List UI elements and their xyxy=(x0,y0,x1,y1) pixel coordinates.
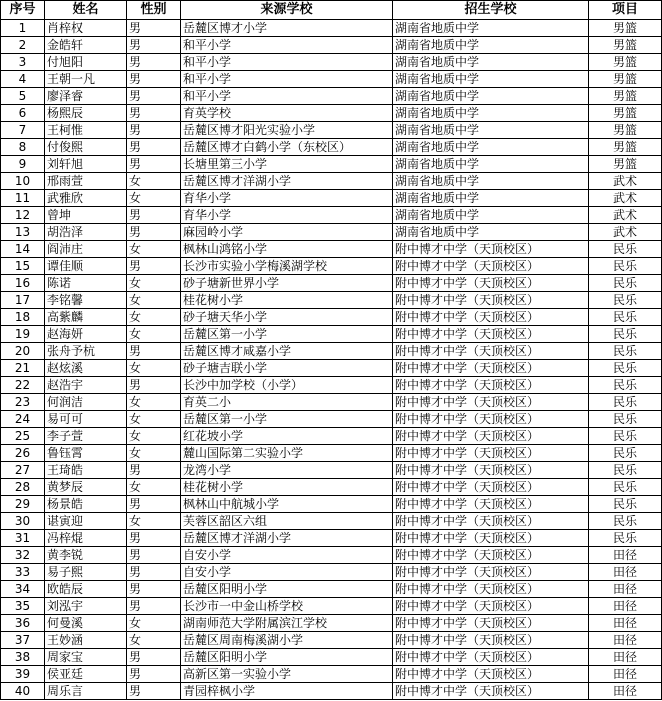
row-number-cell: 36 xyxy=(1,615,45,632)
table-row xyxy=(1,513,662,530)
target-school-cell: 附中博才中学（天顶校区） xyxy=(393,683,589,700)
gender-cell: 女 xyxy=(127,173,181,190)
program-item-cell: 民乐 xyxy=(589,326,662,343)
gender-cell: 男 xyxy=(127,683,181,700)
row-number-cell: 10 xyxy=(1,173,45,190)
target-school-cell: 附中博才中学（天顶校区） xyxy=(393,479,589,496)
source-school-cell: 枫林山中航城小学 xyxy=(181,496,393,513)
program-item-cell: 民乐 xyxy=(589,292,662,309)
program-item-cell: 男篮 xyxy=(589,37,662,54)
row-number-cell: 31 xyxy=(1,530,45,547)
table-row xyxy=(1,632,662,649)
target-school-cell: 附中博才中学（天顶校区） xyxy=(393,666,589,683)
table-row xyxy=(1,326,662,343)
student-name-cell: 杨熙辰 xyxy=(45,105,127,122)
target-school-cell: 附中博才中学（天顶校区） xyxy=(393,360,589,377)
student-name-cell: 周家宝 xyxy=(45,649,127,666)
target-school-cell: 附中博才中学（天顶校区） xyxy=(393,632,589,649)
row-number-cell: 24 xyxy=(1,411,45,428)
student-name-cell: 谭佳顺 xyxy=(45,258,127,275)
table-row xyxy=(1,343,662,360)
gender-cell: 男 xyxy=(127,20,181,37)
row-number-cell: 7 xyxy=(1,122,45,139)
source-school-cell: 长沙市实验小学梅溪湖学校 xyxy=(181,258,393,275)
row-number-cell: 37 xyxy=(1,632,45,649)
row-number-cell: 4 xyxy=(1,71,45,88)
gender-cell: 女 xyxy=(127,394,181,411)
row-number-cell: 34 xyxy=(1,581,45,598)
target-school-cell: 附中博才中学（天顶校区） xyxy=(393,377,589,394)
row-number-cell: 21 xyxy=(1,360,45,377)
student-name-cell: 肖梓权 xyxy=(45,20,127,37)
target-school-cell: 湖南省地质中学 xyxy=(393,71,589,88)
row-number-cell: 23 xyxy=(1,394,45,411)
target-school-cell: 湖南省地质中学 xyxy=(393,207,589,224)
gender-cell: 男 xyxy=(127,547,181,564)
source-school-cell: 自安小学 xyxy=(181,547,393,564)
table-row xyxy=(1,275,662,292)
student-name-cell: 胡浩泽 xyxy=(45,224,127,241)
target-school-cell: 附中博才中学（天顶校区） xyxy=(393,343,589,360)
target-school-cell: 湖南省地质中学 xyxy=(393,173,589,190)
source-school-cell: 育华小学 xyxy=(181,207,393,224)
target-school-cell: 附中博才中学（天顶校区） xyxy=(393,309,589,326)
gender-cell: 男 xyxy=(127,207,181,224)
student-name-cell: 王柯惟 xyxy=(45,122,127,139)
program-item-cell: 民乐 xyxy=(589,445,662,462)
source-school-cell: 岳麓区博才洋湖小学 xyxy=(181,173,393,190)
row-number-cell: 20 xyxy=(1,343,45,360)
program-item-cell: 男篮 xyxy=(589,139,662,156)
gender-cell: 男 xyxy=(127,496,181,513)
gender-cell: 男 xyxy=(127,105,181,122)
row-number-cell: 9 xyxy=(1,156,45,173)
program-item-cell: 田径 xyxy=(589,683,662,700)
gender-cell: 男 xyxy=(127,377,181,394)
target-school-cell: 湖南省地质中学 xyxy=(393,20,589,37)
source-school-cell: 长沙中加学校（小学） xyxy=(181,377,393,394)
table-row xyxy=(1,666,662,683)
source-school-cell: 和平小学 xyxy=(181,88,393,105)
table-row xyxy=(1,530,662,547)
row-number-cell: 18 xyxy=(1,309,45,326)
table-row xyxy=(1,377,662,394)
row-number-cell: 13 xyxy=(1,224,45,241)
gender-cell: 男 xyxy=(127,530,181,547)
table-row xyxy=(1,258,662,275)
row-number-cell: 17 xyxy=(1,292,45,309)
program-item-cell: 武术 xyxy=(589,190,662,207)
table-row xyxy=(1,428,662,445)
target-school-cell: 湖南省地质中学 xyxy=(393,37,589,54)
source-school-cell: 岳麓区阳明小学 xyxy=(181,649,393,666)
student-name-cell: 刘轩旭 xyxy=(45,156,127,173)
gender-cell: 女 xyxy=(127,428,181,445)
table-row xyxy=(1,581,662,598)
row-number-cell: 30 xyxy=(1,513,45,530)
program-item-cell: 民乐 xyxy=(589,428,662,445)
table-row xyxy=(1,173,662,190)
program-item-cell: 民乐 xyxy=(589,309,662,326)
target-school-cell: 湖南省地质中学 xyxy=(393,88,589,105)
row-number-cell: 1 xyxy=(1,20,45,37)
table-row xyxy=(1,615,662,632)
student-name-cell: 何润洁 xyxy=(45,394,127,411)
row-number-cell: 6 xyxy=(1,105,45,122)
program-item-cell: 田径 xyxy=(589,632,662,649)
gender-cell: 女 xyxy=(127,309,181,326)
source-school-cell: 高新区第一实验小学 xyxy=(181,666,393,683)
source-school-cell: 青园梓枫小学 xyxy=(181,683,393,700)
table-row xyxy=(1,360,662,377)
row-number-cell: 28 xyxy=(1,479,45,496)
gender-cell: 女 xyxy=(127,326,181,343)
table-row xyxy=(1,394,662,411)
student-name-cell: 李子萱 xyxy=(45,428,127,445)
source-school-cell: 岳麓区阳明小学 xyxy=(181,581,393,598)
row-number-cell: 22 xyxy=(1,377,45,394)
source-school-cell: 育华小学 xyxy=(181,190,393,207)
target-school-cell: 附中博才中学（天顶校区） xyxy=(393,258,589,275)
student-name-cell: 赵浩宇 xyxy=(45,377,127,394)
table-row xyxy=(1,598,662,615)
program-item-cell: 民乐 xyxy=(589,530,662,547)
header-item: 项目 xyxy=(589,1,662,20)
target-school-cell: 附中博才中学（天顶校区） xyxy=(393,649,589,666)
source-school-cell: 育英学校 xyxy=(181,105,393,122)
gender-cell: 男 xyxy=(127,37,181,54)
source-school-cell: 麓山国际第二实验小学 xyxy=(181,445,393,462)
target-school-cell: 附中博才中学（天顶校区） xyxy=(393,530,589,547)
target-school-cell: 附中博才中学（天顶校区） xyxy=(393,275,589,292)
table-row xyxy=(1,445,662,462)
row-number-cell: 16 xyxy=(1,275,45,292)
gender-cell: 男 xyxy=(127,71,181,88)
student-name-cell: 阎沛庄 xyxy=(45,241,127,258)
program-item-cell: 民乐 xyxy=(589,343,662,360)
student-name-cell: 付俊熙 xyxy=(45,139,127,156)
source-school-cell: 枫林山鸿铭小学 xyxy=(181,241,393,258)
header-gender: 性别 xyxy=(127,1,181,20)
target-school-cell: 湖南省地质中学 xyxy=(393,54,589,71)
row-number-cell: 27 xyxy=(1,462,45,479)
student-name-cell: 侯亚廷 xyxy=(45,666,127,683)
target-school-cell: 附中博才中学（天顶校区） xyxy=(393,615,589,632)
program-item-cell: 武术 xyxy=(589,224,662,241)
target-school-cell: 附中博才中学（天顶校区） xyxy=(393,581,589,598)
program-item-cell: 民乐 xyxy=(589,496,662,513)
gender-cell: 男 xyxy=(127,224,181,241)
table-row xyxy=(1,105,662,122)
gender-cell: 男 xyxy=(127,666,181,683)
student-name-cell: 付旭阳 xyxy=(45,54,127,71)
target-school-cell: 附中博才中学（天顶校区） xyxy=(393,462,589,479)
source-school-cell: 育英二小 xyxy=(181,394,393,411)
student-name-cell: 周乐言 xyxy=(45,683,127,700)
student-name-cell: 赵炫溪 xyxy=(45,360,127,377)
program-item-cell: 民乐 xyxy=(589,360,662,377)
program-item-cell: 民乐 xyxy=(589,377,662,394)
target-school-cell: 附中博才中学（天顶校区） xyxy=(393,598,589,615)
table-row xyxy=(1,292,662,309)
gender-cell: 男 xyxy=(127,54,181,71)
source-school-cell: 红花坡小学 xyxy=(181,428,393,445)
gender-cell: 男 xyxy=(127,598,181,615)
gender-cell: 女 xyxy=(127,411,181,428)
table-row xyxy=(1,224,662,241)
table-row xyxy=(1,649,662,666)
program-item-cell: 男篮 xyxy=(589,54,662,71)
table-row xyxy=(1,547,662,564)
program-item-cell: 田径 xyxy=(589,615,662,632)
target-school-cell: 湖南省地质中学 xyxy=(393,139,589,156)
program-item-cell: 男篮 xyxy=(589,122,662,139)
source-school-cell: 砂子塘天华小学 xyxy=(181,309,393,326)
target-school-cell: 附中博才中学（天顶校区） xyxy=(393,496,589,513)
gender-cell: 男 xyxy=(127,139,181,156)
row-number-cell: 11 xyxy=(1,190,45,207)
gender-cell: 女 xyxy=(127,292,181,309)
target-school-cell: 附中博才中学（天顶校区） xyxy=(393,564,589,581)
program-item-cell: 田径 xyxy=(589,581,662,598)
table-row xyxy=(1,190,662,207)
source-school-cell: 芙蓉区韶区六组 xyxy=(181,513,393,530)
table-row xyxy=(1,309,662,326)
target-school-cell: 附中博才中学（天顶校区） xyxy=(393,445,589,462)
table-row xyxy=(1,564,662,581)
student-name-cell: 赵海妍 xyxy=(45,326,127,343)
gender-cell: 男 xyxy=(127,581,181,598)
row-number-cell: 32 xyxy=(1,547,45,564)
row-number-cell: 35 xyxy=(1,598,45,615)
gender-cell: 女 xyxy=(127,513,181,530)
program-item-cell: 民乐 xyxy=(589,258,662,275)
source-school-cell: 岳麓区博才洋湖小学 xyxy=(181,530,393,547)
gender-cell: 男 xyxy=(127,156,181,173)
row-number-cell: 33 xyxy=(1,564,45,581)
table-row xyxy=(1,479,662,496)
gender-cell: 女 xyxy=(127,241,181,258)
student-name-cell: 李铭馨 xyxy=(45,292,127,309)
target-school-cell: 湖南省地质中学 xyxy=(393,122,589,139)
source-school-cell: 岳麓区博才咸嘉小学 xyxy=(181,343,393,360)
program-item-cell: 田径 xyxy=(589,598,662,615)
gender-cell: 女 xyxy=(127,190,181,207)
source-school-cell: 和平小学 xyxy=(181,54,393,71)
table-row xyxy=(1,71,662,88)
program-item-cell: 田径 xyxy=(589,547,662,564)
source-school-cell: 砂子塘新世界小学 xyxy=(181,275,393,292)
row-number-cell: 8 xyxy=(1,139,45,156)
student-name-cell: 邢雨萱 xyxy=(45,173,127,190)
row-number-cell: 39 xyxy=(1,666,45,683)
target-school-cell: 湖南省地质中学 xyxy=(393,105,589,122)
student-name-cell: 王妙涵 xyxy=(45,632,127,649)
table-row xyxy=(1,411,662,428)
student-name-cell: 陈诺 xyxy=(45,275,127,292)
target-school-cell: 湖南省地质中学 xyxy=(393,156,589,173)
student-name-cell: 王琦皓 xyxy=(45,462,127,479)
target-school-cell: 附中博才中学（天顶校区） xyxy=(393,394,589,411)
row-number-cell: 5 xyxy=(1,88,45,105)
source-school-cell: 和平小学 xyxy=(181,71,393,88)
gender-cell: 男 xyxy=(127,564,181,581)
program-item-cell: 男篮 xyxy=(589,88,662,105)
student-name-cell: 易子熙 xyxy=(45,564,127,581)
student-name-cell: 鲁钰霄 xyxy=(45,445,127,462)
source-school-cell: 和平小学 xyxy=(181,37,393,54)
row-number-cell: 14 xyxy=(1,241,45,258)
program-item-cell: 男篮 xyxy=(589,156,662,173)
target-school-cell: 附中博才中学（天顶校区） xyxy=(393,547,589,564)
gender-cell: 男 xyxy=(127,258,181,275)
target-school-cell: 附中博才中学（天顶校区） xyxy=(393,513,589,530)
program-item-cell: 民乐 xyxy=(589,275,662,292)
source-school-cell: 岳麓区博才白鹤小学（东校区） xyxy=(181,139,393,156)
table-row xyxy=(1,37,662,54)
source-school-cell: 桂花树小学 xyxy=(181,292,393,309)
target-school-cell: 湖南省地质中学 xyxy=(393,224,589,241)
gender-cell: 女 xyxy=(127,445,181,462)
source-school-cell: 麻园岭小学 xyxy=(181,224,393,241)
program-item-cell: 民乐 xyxy=(589,479,662,496)
source-school-cell: 岳麓区第一小学 xyxy=(181,411,393,428)
row-number-cell: 40 xyxy=(1,683,45,700)
gender-cell: 男 xyxy=(127,462,181,479)
student-name-cell: 冯梓焜 xyxy=(45,530,127,547)
program-item-cell: 男篮 xyxy=(589,105,662,122)
student-name-cell: 谌寅迎 xyxy=(45,513,127,530)
gender-cell: 女 xyxy=(127,275,181,292)
gender-cell: 女 xyxy=(127,479,181,496)
program-item-cell: 民乐 xyxy=(589,394,662,411)
target-school-cell: 附中博才中学（天顶校区） xyxy=(393,292,589,309)
student-name-cell: 高紫麟 xyxy=(45,309,127,326)
target-school-cell: 附中博才中学（天顶校区） xyxy=(393,326,589,343)
table-row xyxy=(1,683,662,700)
header-name: 姓名 xyxy=(45,1,127,20)
header-target-school: 招生学校 xyxy=(393,1,589,20)
program-item-cell: 民乐 xyxy=(589,462,662,479)
student-name-cell: 王朝一凡 xyxy=(45,71,127,88)
student-name-cell: 武雅欣 xyxy=(45,190,127,207)
row-number-cell: 38 xyxy=(1,649,45,666)
student-name-cell: 金皓轩 xyxy=(45,37,127,54)
gender-cell: 男 xyxy=(127,88,181,105)
row-number-cell: 25 xyxy=(1,428,45,445)
table-row xyxy=(1,139,662,156)
student-name-cell: 欧皓辰 xyxy=(45,581,127,598)
row-number-cell: 26 xyxy=(1,445,45,462)
table-row xyxy=(1,122,662,139)
source-school-cell: 龙湾小学 xyxy=(181,462,393,479)
program-item-cell: 武术 xyxy=(589,207,662,224)
target-school-cell: 附中博才中学（天顶校区） xyxy=(393,241,589,258)
gender-cell: 女 xyxy=(127,615,181,632)
gender-cell: 男 xyxy=(127,649,181,666)
table-row xyxy=(1,88,662,105)
target-school-cell: 湖南省地质中学 xyxy=(393,190,589,207)
gender-cell: 男 xyxy=(127,122,181,139)
program-item-cell: 田径 xyxy=(589,564,662,581)
source-school-cell: 湖南师范大学附属滨江学校 xyxy=(181,615,393,632)
student-name-cell: 何曼溪 xyxy=(45,615,127,632)
source-school-cell: 岳麓区博才阳光实验小学 xyxy=(181,122,393,139)
row-number-cell: 29 xyxy=(1,496,45,513)
header-source-school: 来源学校 xyxy=(181,1,393,20)
target-school-cell: 附中博才中学（天顶校区） xyxy=(393,411,589,428)
source-school-cell: 桂花树小学 xyxy=(181,479,393,496)
table-row xyxy=(1,156,662,173)
student-name-cell: 张舟予杭 xyxy=(45,343,127,360)
source-school-cell: 自安小学 xyxy=(181,564,393,581)
source-school-cell: 长塘里第三小学 xyxy=(181,156,393,173)
header-no: 序号 xyxy=(1,1,45,20)
student-name-cell: 廖泽睿 xyxy=(45,88,127,105)
program-item-cell: 田径 xyxy=(589,666,662,683)
program-item-cell: 民乐 xyxy=(589,513,662,530)
gender-cell: 女 xyxy=(127,360,181,377)
program-item-cell: 田径 xyxy=(589,649,662,666)
program-item-cell: 男篮 xyxy=(589,20,662,37)
student-name-cell: 易可可 xyxy=(45,411,127,428)
source-school-cell: 岳麓区第一小学 xyxy=(181,326,393,343)
table-row xyxy=(1,207,662,224)
program-item-cell: 武术 xyxy=(589,173,662,190)
student-name-cell: 曾坤 xyxy=(45,207,127,224)
source-school-cell: 长沙市一中金山桥学校 xyxy=(181,598,393,615)
student-name-cell: 黄梦辰 xyxy=(45,479,127,496)
table-row xyxy=(1,241,662,258)
source-school-cell: 岳麓区博才小学 xyxy=(181,20,393,37)
table-row xyxy=(1,462,662,479)
source-school-cell: 砂子塘吉联小学 xyxy=(181,360,393,377)
student-name-cell: 刘泓宇 xyxy=(45,598,127,615)
row-number-cell: 15 xyxy=(1,258,45,275)
row-number-cell: 19 xyxy=(1,326,45,343)
student-name-cell: 黄李锐 xyxy=(45,547,127,564)
table-row xyxy=(1,496,662,513)
gender-cell: 女 xyxy=(127,632,181,649)
row-number-cell: 12 xyxy=(1,207,45,224)
program-item-cell: 民乐 xyxy=(589,241,662,258)
program-item-cell: 男篮 xyxy=(589,71,662,88)
gender-cell: 男 xyxy=(127,343,181,360)
table-row xyxy=(1,20,662,37)
row-number-cell: 3 xyxy=(1,54,45,71)
source-school-cell: 岳麓区周南梅溪湖小学 xyxy=(181,632,393,649)
header-row xyxy=(1,1,662,20)
target-school-cell: 附中博才中学（天顶校区） xyxy=(393,428,589,445)
table-body xyxy=(1,20,662,700)
table-row xyxy=(1,54,662,71)
program-item-cell: 民乐 xyxy=(589,411,662,428)
student-name-cell: 杨景皓 xyxy=(45,496,127,513)
row-number-cell: 2 xyxy=(1,37,45,54)
